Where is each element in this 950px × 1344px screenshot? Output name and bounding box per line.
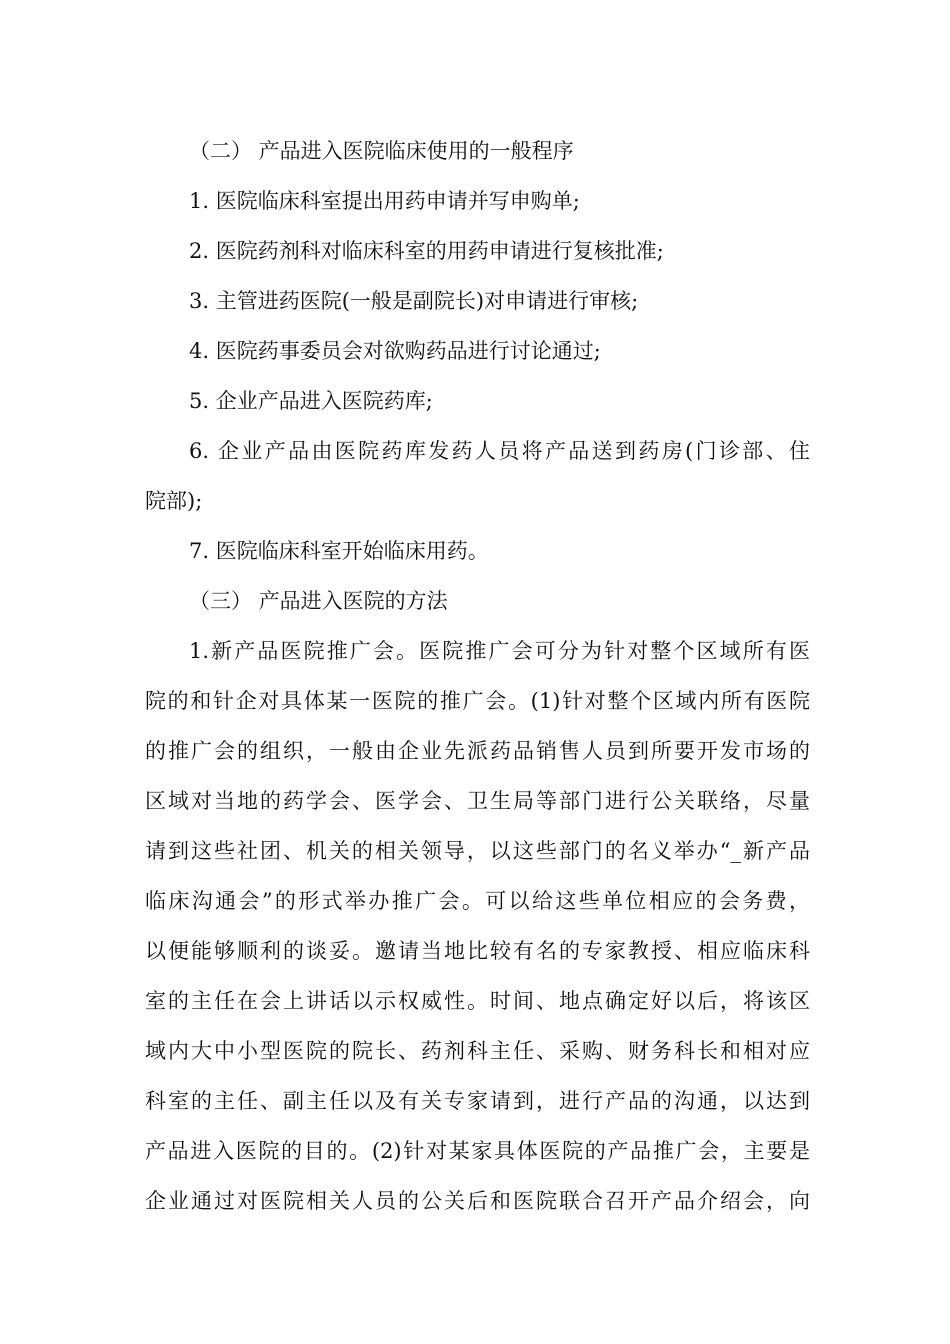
document-body [145,126,810,1226]
procedure-step-3: 3. 主管进药医院(一般是副院长)对申请进行审核; [189,289,639,313]
paragraph-line: 产品进入医院的目的。(2)针对某家具体医院的产品推广会，主要是 [145,1139,810,1163]
paragraph-line: 院的和针企对具体某一医院的推广会。(1)针对整个区域内所有医院 [145,689,810,713]
paragraph-line: 的推广会的组织，一般由企业先派药品销售人员到所要开发市场的 [145,739,810,763]
procedure-step-6-line-2: 院部); [145,489,203,513]
paragraph-line: 临床沟通会”的形式举办推广会。可以给这些单位相应的会务费， [145,889,810,913]
procedure-step-7: 7. 医院临床科室开始临床用药。 [189,539,489,563]
paragraph-line: 区域对当地的药学会、医学会、卫生局等部门进行公关联络，尽量 [145,789,810,813]
section-heading-2: （二） 产品进入医院临床使用的一般程序 [189,139,574,163]
paragraph-line: 企业通过对医院相关人员的公关后和医院联合召开产品介绍会，向 [145,1189,810,1213]
paragraph-line: 室的主任在会上讲话以示权威性。时间、地点确定好以后，将该区 [145,989,810,1013]
paragraph-line: 1.新产品医院推广会。医院推广会可分为针对整个区域所有医 [189,639,810,663]
section-heading-3: （三） 产品进入医院的方法 [189,589,448,613]
paragraph-line: 域内大中小型医院的院长、药剂科主任、采购、财务科长和相对应 [145,1039,810,1063]
procedure-step-6-line-1: 6. 企业产品由医院药库发药人员将产品送到药房(门诊部、住 [189,439,810,463]
paragraph-line: 以便能够顺利的谈妥。邀请当地比较有名的专家教授、相应临床科 [145,939,810,963]
procedure-step-1: 1. 医院临床科室提出用药申请并写申购单; [189,189,580,213]
paragraph-line: 科室的主任、副主任以及有关专家请到，进行产品的沟通，以达到 [145,1089,810,1113]
paragraph-line: 请到这些社团、机关的相关领导，以这些部门的名义举办“_新产品 [145,839,810,863]
procedure-step-2: 2. 医院药剂科对临床科室的用药申请进行复核批准; [189,239,664,263]
procedure-step-5: 5. 企业产品进入医院药库; [189,389,433,413]
procedure-step-4: 4. 医院药事委员会对欲购药品进行讨论通过; [189,339,601,363]
